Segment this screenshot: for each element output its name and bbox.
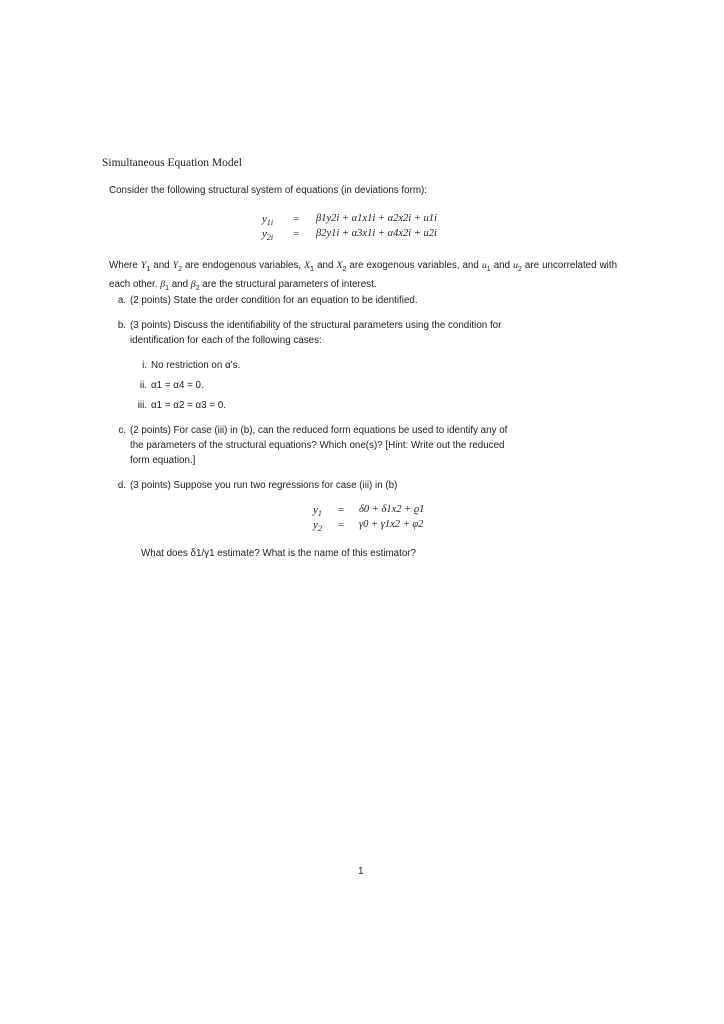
var-X1: X <box>304 260 311 271</box>
sub: 1 <box>310 265 315 273</box>
sub: 2 <box>517 265 522 273</box>
case-ii-label: ii. <box>139 380 147 391</box>
para-text: are endogenous variables, <box>182 260 305 271</box>
equation-2 <box>262 228 273 242</box>
question-b-label: b. <box>117 320 126 331</box>
question-a-text: (2 points) State the order condition for an equation to be identified. <box>130 295 418 306</box>
regression-1-lhs-sub: 1 <box>317 509 322 519</box>
var-u2: u <box>513 260 518 271</box>
regression-2-lhs: y <box>313 519 318 531</box>
estimator-question: What does δ1/γ1 estimate? What is the name of this estimator? <box>141 548 416 559</box>
regression-1-eq: = <box>338 504 345 516</box>
var-beta1: β <box>160 278 166 290</box>
case-i-text: No restriction on α's. <box>151 360 241 371</box>
question-c-line2: the parameters of the structural equations? Which one(s)? [Hint: Write out the reduced <box>130 440 505 451</box>
equation-2-lhs: y <box>262 228 267 240</box>
case-i-label: i. <box>142 360 147 371</box>
question-c-line3: form equation.] <box>130 455 196 466</box>
regression-1 <box>313 504 322 518</box>
var-X2: X <box>336 260 343 271</box>
para-text: are the structural parameters of interest. <box>199 278 377 290</box>
sub: 2 <box>342 265 347 273</box>
question-b-line2: identification for each of the following cases: <box>130 335 322 346</box>
para-text: are exogenous variables, and <box>346 260 482 271</box>
para-text: and <box>169 278 191 290</box>
question-c-label: c. <box>118 425 126 436</box>
equation-1-eq: = <box>293 213 300 225</box>
regression-1-lhs: y <box>313 504 318 516</box>
case-iii-text: α1 = α2 = α3 = 0. <box>151 400 227 411</box>
para-text: and <box>150 260 173 271</box>
question-c-body <box>130 423 614 468</box>
para-text: Where <box>109 260 141 271</box>
equation-1 <box>262 213 273 227</box>
sub: 1 <box>146 265 151 273</box>
var-u1: u <box>481 260 487 271</box>
case-iii-label: iii. <box>137 400 147 411</box>
variables-paragraph <box>109 258 617 296</box>
equation-1-lhs: y <box>262 213 267 225</box>
equation-2-lhs-sub: 2i <box>266 233 274 243</box>
para-text: and <box>490 260 514 271</box>
var-beta2: β <box>190 278 196 290</box>
regression-2 <box>313 519 322 533</box>
regression-2-lhs-sub: 2 <box>317 524 322 534</box>
question-d-label: d. <box>117 480 126 491</box>
equation-2-eq: = <box>293 228 300 240</box>
equation-1-lhs-sub: 1i <box>266 218 274 228</box>
question-c-line1: (2 points) For case (iii) in (b), can the reduced form equations be used to identify any of <box>130 425 508 436</box>
regression-2-eq: = <box>338 519 345 531</box>
equation-2-rhs: β2y1i + α3x1i + α4x2i + u2i <box>316 228 437 239</box>
para-text: are uncorrelated with each other. <box>109 260 618 290</box>
var-Y1: Y <box>140 260 147 271</box>
case-ii-text: α1 = α4 = 0. <box>151 380 204 391</box>
question-b-body <box>130 318 614 348</box>
regression-2-rhs: γ0 + γ1x2 + φ2 <box>359 519 424 530</box>
question-b-line1: (3 points) Discuss the identifiability of the structural parameters using the condition for <box>130 320 502 331</box>
sub: 2 <box>178 265 183 273</box>
sub: 2 <box>195 284 200 292</box>
equation-1-rhs: β1y2i + α1x1i + α2x2i + u1i <box>316 213 437 224</box>
para-text: and <box>314 260 337 271</box>
intro-text: Consider the following structural system of equations (in deviations form): <box>109 185 427 196</box>
page-number: 1 <box>358 866 364 877</box>
question-a-label: a. <box>117 295 126 306</box>
section-heading: Simultaneous Equation Model <box>102 157 242 169</box>
regression-1-rhs: δ0 + δ1x2 + ϱ1 <box>359 504 425 515</box>
sub: 1 <box>165 284 169 292</box>
sub: 1 <box>486 265 491 273</box>
var-Y2: Y <box>172 260 179 271</box>
question-d-text: (3 points) Suppose you run two regressions for case (iii) in (b) <box>130 480 398 491</box>
